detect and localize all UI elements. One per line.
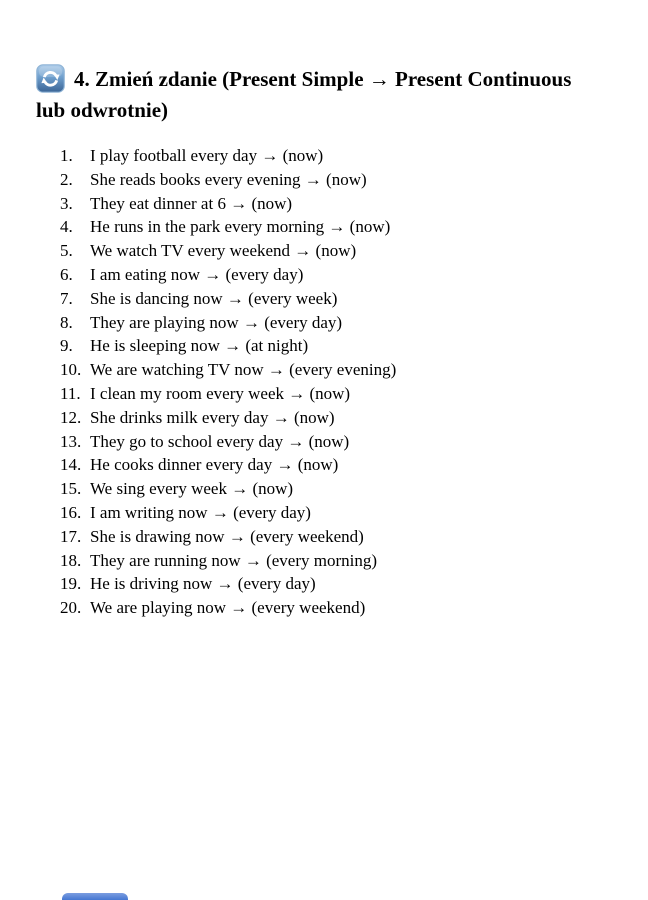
item-text: I play football every day → (now) xyxy=(90,146,324,165)
item-number: 10. xyxy=(60,360,82,380)
list-item xyxy=(36,168,612,192)
list-item xyxy=(36,477,612,501)
item-number: 18. xyxy=(60,550,82,570)
heading-line1: 4. Zmień zdanie (Present Simple → Present Continuous xyxy=(74,67,572,91)
item-number: 17. xyxy=(60,526,82,546)
item-number: 4. xyxy=(60,217,73,237)
list-item xyxy=(36,453,612,477)
item-number: 9. xyxy=(60,336,73,356)
item-number: 7. xyxy=(60,288,73,308)
list-item xyxy=(36,358,612,382)
item-number: 14. xyxy=(60,455,82,475)
item-text: He runs in the park every morning → (now) xyxy=(90,217,391,237)
sentence-list xyxy=(36,144,612,620)
list-item xyxy=(36,334,612,358)
list-item xyxy=(36,596,612,620)
item-number: 12. xyxy=(60,407,82,427)
item-number: 13. xyxy=(60,431,82,451)
item-text: I am writing now → (every day) xyxy=(90,502,311,522)
item-text: He is driving now → (every day) xyxy=(90,574,316,594)
item-number: 3. xyxy=(60,193,73,213)
list-item xyxy=(36,144,612,168)
heading-line2: lub odwrotnie) xyxy=(36,97,169,122)
item-text: He is sleeping now → (at night) xyxy=(90,336,309,356)
item-number: 16. xyxy=(60,502,82,522)
cut-off-blue-icon xyxy=(62,893,128,900)
item-text: She is drawing now → (every weekend) xyxy=(90,526,364,546)
item-number: 8. xyxy=(60,312,73,332)
item-text: She is dancing now → (every week) xyxy=(90,288,338,308)
item-number: 19. xyxy=(60,574,82,594)
item-text: I clean my room every week → (now) xyxy=(90,383,351,403)
counterclockwise-arrows-icon xyxy=(36,64,65,93)
exercise-heading xyxy=(36,64,611,125)
list-item xyxy=(36,430,612,454)
heading-text xyxy=(36,67,571,122)
item-text: We are playing now → (every weekend) xyxy=(90,598,366,618)
item-number: 15. xyxy=(60,479,82,499)
list-item xyxy=(36,239,612,263)
list-item xyxy=(36,215,612,239)
list-item xyxy=(36,382,612,406)
item-text: She drinks milk every day → (now) xyxy=(90,407,335,427)
item-number: 5. xyxy=(60,241,73,261)
list-item xyxy=(36,501,612,525)
list-item xyxy=(36,406,612,430)
list-item xyxy=(36,287,612,311)
list-item xyxy=(36,192,612,216)
list-item xyxy=(36,549,612,573)
item-text: We watch TV every weekend → (now) xyxy=(90,241,357,261)
item-number: 2. xyxy=(60,169,73,189)
item-number: 1. xyxy=(60,146,73,165)
item-text: We are watching TV now → (every evening) xyxy=(90,360,397,380)
item-text: I am eating now → (every day) xyxy=(90,264,304,284)
item-text: They eat dinner at 6 → (now) xyxy=(90,193,293,213)
item-text: They go to school every day → (now) xyxy=(90,431,350,451)
item-number: 6. xyxy=(60,264,73,284)
list-item xyxy=(36,263,612,287)
item-number: 11. xyxy=(60,383,81,403)
item-text: They are running now → (every morning) xyxy=(90,550,378,570)
item-text: She reads books every evening → (now) xyxy=(90,169,367,189)
item-text: We sing every week → (now) xyxy=(90,479,294,499)
item-number: 20. xyxy=(60,598,82,618)
list-item xyxy=(36,525,612,549)
list-item xyxy=(36,572,612,596)
item-text: They are playing now → (every day) xyxy=(90,312,343,332)
item-text: He cooks dinner every day → (now) xyxy=(90,455,339,475)
list-item xyxy=(36,311,612,335)
